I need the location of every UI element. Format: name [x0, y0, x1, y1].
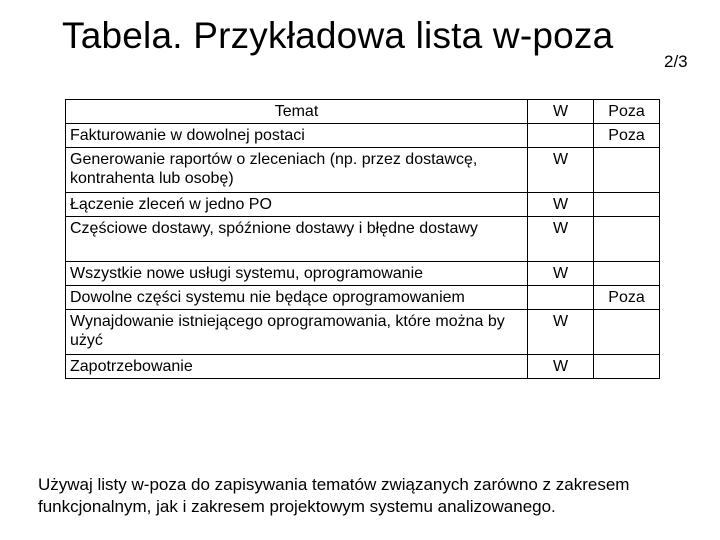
table-header-row — [66, 100, 660, 124]
row-poza-mark — [594, 355, 660, 379]
row-poza-mark — [594, 310, 660, 355]
table-row — [66, 217, 660, 262]
table-row — [66, 148, 660, 193]
in-out-list-table — [65, 99, 660, 379]
column-header-w: W — [528, 100, 594, 124]
column-header-topic: Temat — [66, 100, 528, 124]
row-topic: Dowolne części systemu nie będące oprogramowaniem — [66, 286, 528, 310]
row-poza-mark — [594, 148, 660, 193]
row-poza-mark — [594, 262, 660, 286]
table-row — [66, 193, 660, 217]
row-w-mark — [528, 124, 594, 148]
table-row — [66, 355, 660, 379]
row-poza-mark: Poza — [594, 286, 660, 310]
table-row — [66, 286, 660, 310]
slide-title: Tabela. Przykładowa lista w-poza — [62, 15, 614, 56]
row-topic: Częściowe dostawy, spóźnione dostawy i błędne dostawy — [66, 217, 528, 262]
row-poza-mark: Poza — [594, 124, 660, 148]
row-w-mark: W — [528, 310, 594, 355]
row-topic: Fakturowanie w dowolnej postaci — [66, 124, 528, 148]
row-w-mark: W — [528, 217, 594, 262]
page-number: 2/3 — [664, 52, 688, 71]
row-poza-mark — [594, 193, 660, 217]
row-topic: Wynajdowanie istniejącego oprogramowania, które można by użyć — [66, 310, 528, 355]
row-topic: Wszystkie nowe usługi systemu, oprogramowanie — [66, 262, 528, 286]
row-w-mark — [528, 286, 594, 310]
table-row — [66, 262, 660, 286]
row-topic: Zapotrzebowanie — [66, 355, 528, 379]
row-topic: Łączenie zleceń w jedno PO — [66, 193, 528, 217]
row-w-mark: W — [528, 193, 594, 217]
row-w-mark: W — [528, 262, 594, 286]
usage-note: Używaj listy w-poza do zapisywania tematów związanych zarówno z zakresem funkcjonalnym, jak i zakresem projektowym systemu analizowanego. — [38, 475, 630, 516]
row-w-mark: W — [528, 148, 594, 193]
column-header-poza: Poza — [594, 100, 660, 124]
row-w-mark: W — [528, 355, 594, 379]
row-poza-mark — [594, 217, 660, 262]
table-row — [66, 310, 660, 355]
row-topic: Generowanie raportów o zleceniach (np. przez dostawcę, kontrahenta lub osobę) — [66, 148, 528, 193]
table-row — [66, 124, 660, 148]
